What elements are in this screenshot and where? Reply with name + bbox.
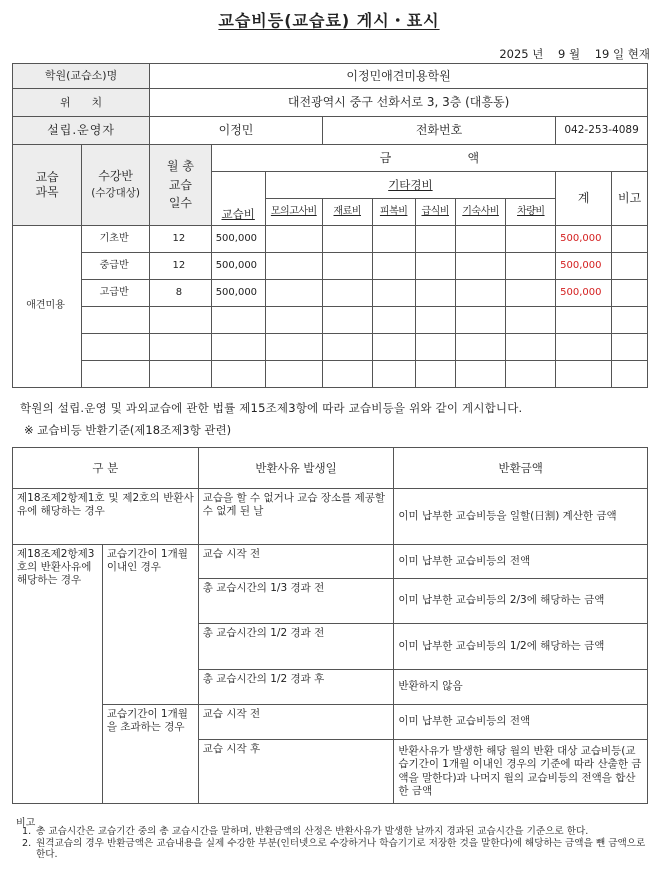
- other-expenses-header: 기타경비: [265, 172, 555, 199]
- r2a-1-amount: 이미 납부한 교습비등의 전액: [394, 545, 648, 579]
- vehicle-fee-header: 차량비: [506, 199, 556, 226]
- amount-header: 반환금액: [394, 448, 648, 489]
- fee-table: [12, 63, 648, 388]
- course-cell: 고급반: [82, 280, 150, 307]
- course-cell: 기초반: [82, 226, 150, 253]
- tuition-cell: 500,000: [211, 253, 265, 280]
- notes-label: 비고: [16, 818, 36, 829]
- r2b-1-date: 교습 시작 전: [198, 705, 394, 740]
- meal-fee-header: 급식비: [415, 199, 455, 226]
- course-header-label: 수강반: [98, 169, 134, 184]
- r2a-1-date: 교습 시작 전: [198, 545, 394, 579]
- days-header: 월 총 교습 일수: [150, 145, 212, 226]
- tuition-cell: 500,000: [211, 280, 265, 307]
- subject-header: 교습 과목: [13, 145, 82, 226]
- table-row: [13, 334, 648, 361]
- table-row: [13, 361, 648, 388]
- notes-list: [22, 826, 647, 861]
- note-item: [22, 826, 647, 838]
- phone-label: 전화번호: [322, 117, 555, 145]
- date-line: 2025 년 9 월 19 일 현재: [499, 47, 650, 61]
- academy-name-label: 학원(교습소)명: [13, 64, 150, 89]
- course-header: [82, 145, 150, 226]
- dorm-fee-header: 기숙사비: [455, 199, 506, 226]
- r2a-3-amount: 이미 납부한 교습비등의 1/2에 해당하는 금액: [394, 624, 648, 670]
- total-cell: 500,000: [556, 253, 612, 280]
- refund-title: ※ 교습비등 반환기준(제18조제3항 관련): [24, 423, 232, 437]
- table-row: [13, 280, 648, 307]
- total-cell: 500,000: [556, 280, 612, 307]
- table-row: [13, 226, 648, 253]
- note-item: [22, 838, 647, 861]
- tuition-cell: 500,000: [211, 226, 265, 253]
- founder-value: 이정민: [150, 117, 323, 145]
- note-number: 1.: [22, 826, 32, 837]
- date-header: 반환사유 발생일: [198, 448, 394, 489]
- phone-value: 042-253-4089: [556, 117, 648, 145]
- remarks-header: 비고: [612, 172, 648, 226]
- r2a-4-amount: 반환하지 않음: [394, 670, 648, 705]
- r1-amount: 이미 납부한 교습비등을 일할(日割) 계산한 금액: [394, 489, 648, 545]
- total-header: 계: [556, 172, 612, 226]
- material-fee-header: 재료비: [322, 199, 372, 226]
- r2b-2-amount: 반환사유가 발생한 해당 월의 반환 대상 교습비등(교습기간이 1개월 이내인 경우의 기준에 따라 산출한 금액을 말한다)과 나머지 월의 교습비등의 전액을 합산한 금액: [394, 740, 648, 804]
- page-title: 교습비등(교습료) 게시・표시: [218, 11, 440, 30]
- r2a-2-amount: 이미 납부한 교습비등의 2/3에 해당하는 금액: [394, 579, 648, 624]
- r1-date: 교습을 할 수 없거나 교습 장소를 제공할 수 없게 된 날: [198, 489, 394, 545]
- r2a-2-date: 총 교습시간의 1/3 경과 전: [198, 579, 394, 624]
- notice-text: 학원의 설립.운영 및 과외교습에 관한 법률 제15조제3항에 따라 교습비등을 위와 같이 게시합니다.: [20, 401, 523, 415]
- total-cell: 500,000: [556, 226, 612, 253]
- r2b-1-amount: 이미 납부한 교습비등의 전액: [394, 705, 648, 740]
- table-row: [13, 253, 648, 280]
- location-label: 위 치: [13, 89, 150, 117]
- r2a-4-date: 총 교습시간의 1/2 경과 후: [198, 670, 394, 705]
- tuition-header: 교습비: [211, 172, 265, 226]
- founder-label: 설립.운영자: [13, 117, 150, 145]
- r2-category: 제18조제2항제3호의 반환사유에 해당하는 경우: [13, 545, 103, 804]
- r2a-3-date: 총 교습시간의 1/2 경과 전: [198, 624, 394, 670]
- category-header: 구 분: [13, 448, 199, 489]
- r1-category: 제18조제2항제1호 및 제2호의 반환사유에 해당하는 경우: [13, 489, 199, 545]
- location-value: 대전광역시 중구 선화서로 3, 3층 (대흥동): [150, 89, 648, 117]
- note-text: 원격교습의 경우 반환금액은 교습내용을 실제 수강한 부분(인터넷으로 수강하거나 학습기기로 저장한 것을 말한다)에 해당하는 금액을 뺀 금액으로 한다.: [36, 837, 646, 860]
- mock-exam-fee-header: 모의고사비: [265, 199, 322, 226]
- subject-cell: 애견미용: [13, 226, 82, 388]
- table-row: [13, 307, 648, 334]
- academy-name-value: 이정민애견미용학원: [150, 64, 648, 89]
- days-cell: 8: [150, 280, 212, 307]
- note-text: 총 교습시간은 교습기간 중의 총 교습시간을 말하며, 반환금액의 산정은 반환사유가 발생한 날까지 경과된 교습시간을 기준으로 한다.: [36, 826, 589, 837]
- amount-header: 금 액: [211, 145, 647, 172]
- r2a-sub: 교습기간이 1개월 이내인 경우: [102, 545, 198, 705]
- days-cell: 12: [150, 253, 212, 280]
- note-number: 2.: [22, 837, 32, 849]
- r2b-2-date: 교습 시작 후: [198, 740, 394, 804]
- refund-table: [12, 447, 648, 804]
- course-cell: 중급반: [82, 253, 150, 280]
- days-cell: 12: [150, 226, 212, 253]
- uniform-fee-header: 피복비: [372, 199, 415, 226]
- course-header-sub: (수강대상): [91, 187, 140, 200]
- r2b-sub: 교습기간이 1개월을 초과하는 경우: [102, 705, 198, 804]
